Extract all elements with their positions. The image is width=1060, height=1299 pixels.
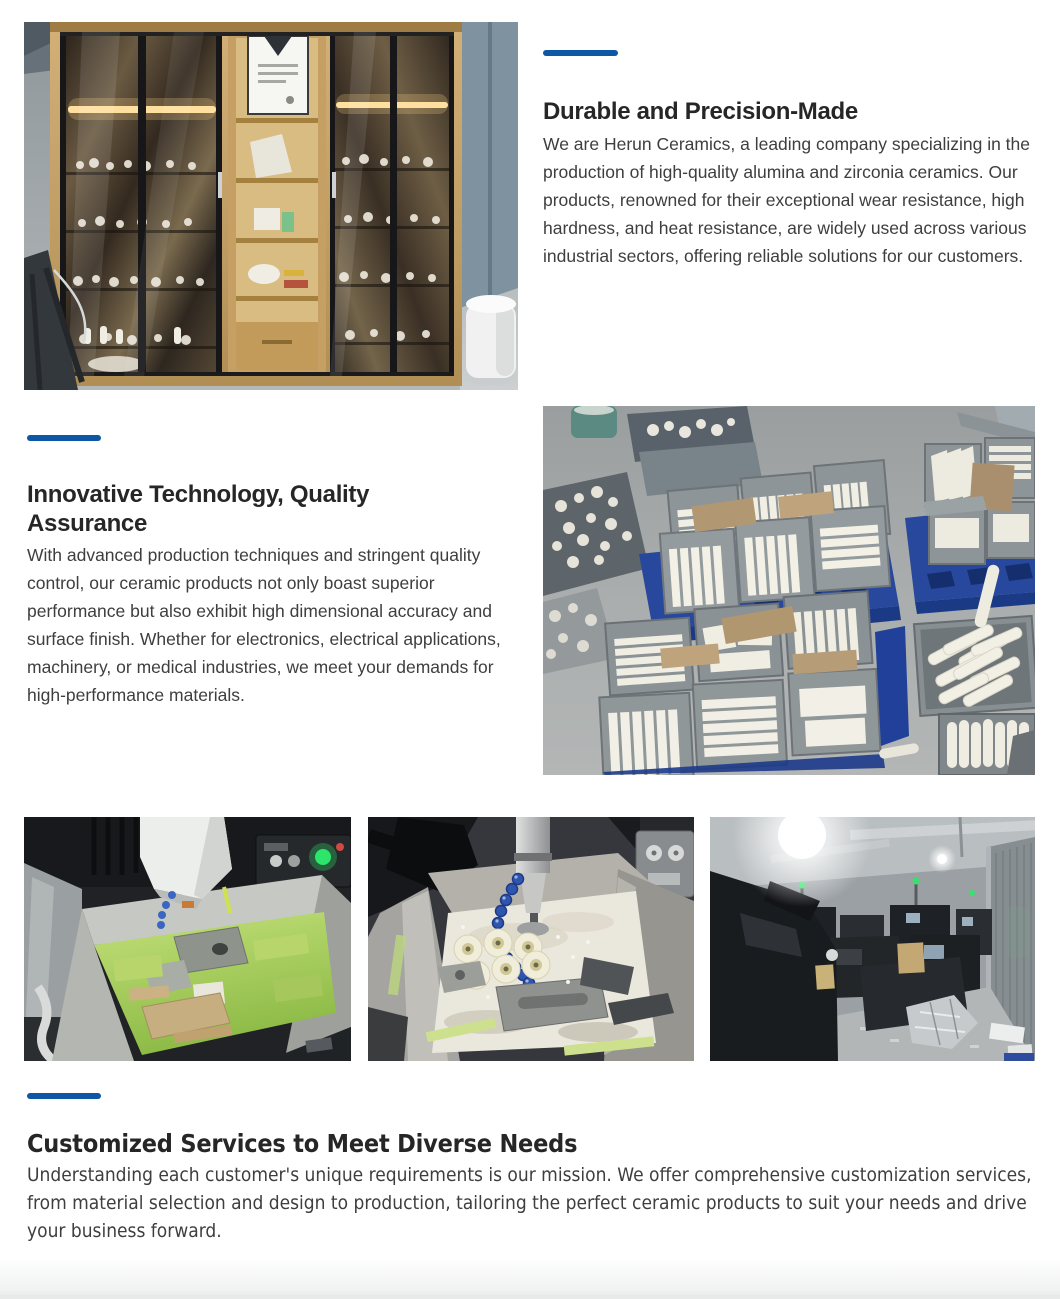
cnc-spindle-discs-photo [368, 817, 694, 1061]
accent-dash-innovative [27, 435, 101, 441]
next-section-edge [0, 1258, 1060, 1295]
paragraph-innovative: With advanced production techniques and stringent quality control, our ceramic products not only boast superior performance but also exhibit high dimensional accuracy and surface finish. Whether for electronics, electrical applications, machinery, or medical industries, we meet your demands for high-performance materials. [27, 545, 501, 705]
heading-innovative: Innovative Technology, Quality Assurance [27, 481, 370, 537]
workshop-floor-photo [710, 817, 1035, 1061]
accent-dash-customized [27, 1093, 101, 1099]
cnc-machine-worktable-photo [24, 817, 351, 1061]
ceramic-crates-photo [543, 406, 1035, 775]
heading-customized: Customized Services to Meet Diverse Needs [27, 1129, 578, 1158]
page-bottom-divider [0, 1295, 1060, 1299]
heading-durable: Durable and Precision-Made [543, 98, 858, 125]
paragraph-customized: Understanding each customer's unique requirements is our mission. We offer comprehensive customization services, from material selection and design to production, tailoring the perfect ceramic products to suit your needs and drive your business forward. [27, 1164, 1032, 1242]
showroom-cabinet-photo [24, 22, 518, 390]
paragraph-durable: We are Herun Ceramics, a leading company specializing in the production of high-quality alumina and zirconia ceramics. Our products, renowned for their exceptional wear resistance, high hardness, and heat resistance, are widely used across various industrial sectors, offering reliable solutions for our customers. [543, 134, 1031, 266]
accent-dash-durable [543, 50, 618, 56]
